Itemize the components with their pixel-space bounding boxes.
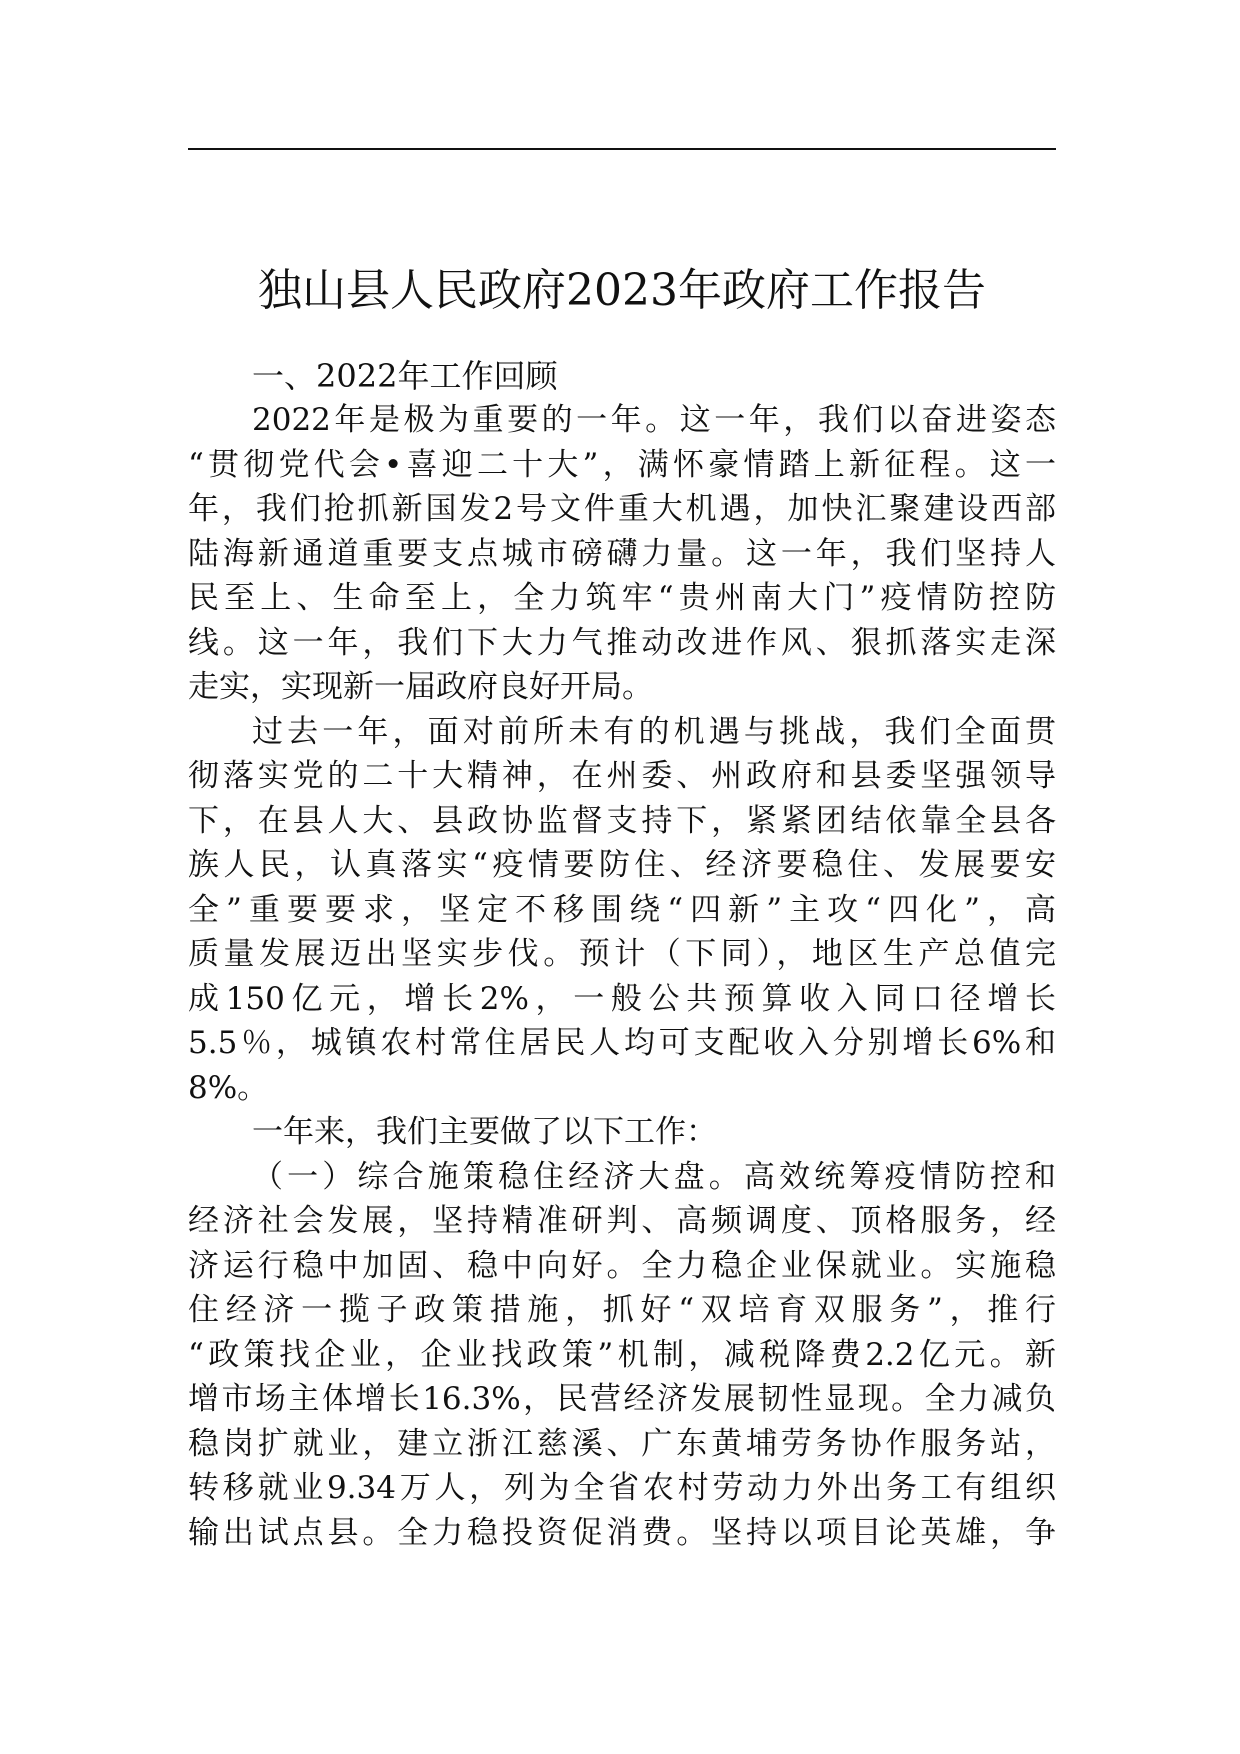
paragraph-line: 下，在县人大、县政协监督支持下，紧紧团结依靠全县各 <box>188 802 1056 839</box>
paragraph-line: 线。这一年，我们下大力气推动改进作风、狠抓落实走深 <box>188 624 1056 661</box>
paragraph-line: 彻落实党的二十大精神，在州委、州政府和县委坚强领导 <box>188 758 1056 794</box>
paragraph-line: 住经济一揽子政策措施，抓好“双培育双服务”，推行 <box>188 1292 1056 1328</box>
paragraph-line: 成150亿元，增长2%，一般公共预算收入同口径增长 <box>188 980 1056 1017</box>
paragraph-line: 稳岗扩就业，建立浙江慈溪、广东黄埔劳务协作服务站， <box>188 1425 1056 1462</box>
paragraph-line: 输出试点县。全力稳投资促消费。坚持以项目论英雄，争 <box>188 1514 1056 1551</box>
paragraph-line: “政策找企业，企业找政策”机制，减税降费2.2亿元。新 <box>188 1336 1056 1373</box>
section-heading: 一、2022年工作回顾 <box>252 357 558 395</box>
paragraph-line: 2022年是极为重要的一年。这一年，我们以奋进姿态 <box>252 402 1056 438</box>
paragraph-line: 陆海新通道重要支点城市磅礴力量。这一年，我们坚持人 <box>188 535 1056 572</box>
paragraph-line: 5.5％，城镇农村常住居民人均可支配收入分别增长6%和 <box>188 1025 1056 1061</box>
paragraph-line: 一年来，我们主要做了以下工作： <box>252 1114 717 1150</box>
paragraph-line: 全”重要要求，坚定不移围绕“四新”主攻“四化”，高 <box>188 891 1056 928</box>
paragraph-line: “贯彻党代会•喜迎二十大”，满怀豪情踏上新征程。这一 <box>188 446 1056 483</box>
document-body <box>188 354 1056 1555</box>
paragraph-line: 年，我们抢抓新国发2号文件重大机遇，加快汇聚建设西部 <box>188 491 1056 527</box>
paragraph-line: 增市场主体增长16.3%，民营经济发展韧性显现。全力减负 <box>188 1381 1056 1417</box>
paragraph-line: 族人民，认真落实“疫情要防住、经济要稳住、发展要安 <box>188 847 1056 883</box>
paragraph-line: 转移就业9.34万人，列为全省农村劳动力外出务工有组织 <box>188 1470 1056 1506</box>
paragraph-line: 经济社会发展，坚持精准研判、高频调度、顶格服务，经 <box>188 1203 1056 1239</box>
paragraph-line: 8%。 <box>188 1069 269 1106</box>
paragraph-line: 过去一年，面对前所未有的机遇与挑战，我们全面贯 <box>252 713 1056 750</box>
paragraph-line: （一）综合施策稳住经济大盘。高效统筹疫情防控和 <box>252 1158 1056 1195</box>
paragraph-line: 民至上、生命至上，全力筑牢“贵州南大门”疫情防控防 <box>188 580 1056 616</box>
document-title: 独山县人民政府2023年政府工作报告 <box>258 265 986 317</box>
header-rule <box>188 148 1056 150</box>
paragraph-line: 走实，实现新一届政府良好开局。 <box>188 669 653 705</box>
paragraph-line: 质量发展迈出坚实步伐。预计（下同），地区生产总值完 <box>188 936 1056 972</box>
paragraph-line: 济运行稳中加固、稳中向好。全力稳企业保就业。实施稳 <box>188 1247 1056 1284</box>
